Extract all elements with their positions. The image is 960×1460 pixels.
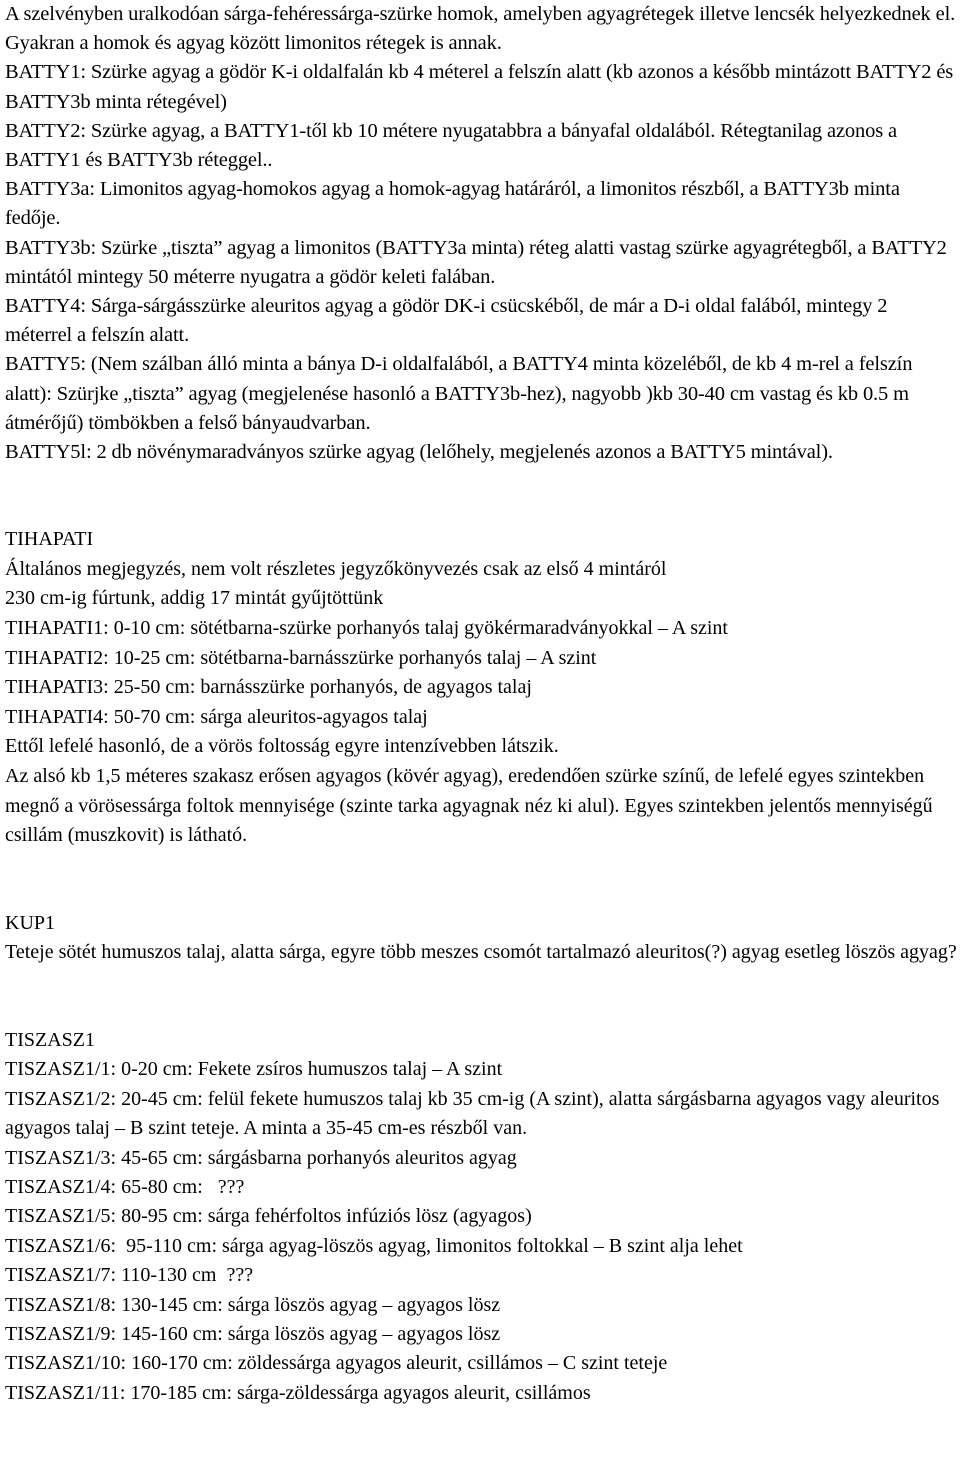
tihapati3-entry: TIHAPATI3: 25-50 cm: barnásszürke porhanyós, de agyagos talaj [5,676,532,699]
batty-section [5,0,957,467]
kup1-section [5,909,957,968]
tiszasz1-8-entry: TISZASZ1/8: 130-145 cm: sárga löszös agyag – agyagos lösz [5,1293,501,1316]
tiszasz1-4-entry: TISZASZ1/4: 65-80 cm: ??? [5,1176,245,1198]
batty4-entry: BATTY4: Sárga-sárgásszürke aleuritos agyag a gödör DK-i csücskéből, de már a D-i oldal falából, mintegy 2 méterrel a felszín alatt. [5,295,888,347]
tihapati-below-note: Ettől lefelé hasonló, de a vörös foltosság egyre intenzívebben látszik. [5,735,559,758]
tihapati-depth: 230 cm-ig fúrtunk, addig 17 mintát gyűjtöttünk [5,587,384,610]
batty3b-entry: BATTY3b: Szürke „tiszta” agyag a limonitos (BATTY3a minta) réteg alatti vastag szürke agyagrétegből, a BATTY2 mintától mintegy 50 méterre nyugatra a gödör keleti falában. [5,236,947,288]
tiszasz1-10-entry: TISZASZ1/10: 160-170 cm: zöldessárga agyagos aleurit, csillámos – C szint teteje [5,1352,668,1375]
tihapati4-entry: TIHAPATI4: 50-70 cm: sárga aleuritos-agyagos talaj [5,705,428,728]
batty1-entry: BATTY1: Szürke agyag a gödör K-i oldalfalán kb 4 méterel a felszín alatt (kb azonos a később mintázott BATTY2 és BATTY3b minta rétegével) [5,61,954,113]
kup1-title: KUP1 [5,911,56,934]
tiszasz1-title: TISZASZ1 [5,1028,95,1051]
document-page [5,0,957,1408]
tiszasz1-2-entry: TISZASZ1/2: 20-45 cm: felül fekete humuszos talaj kb 35 cm-ig (A szint), alatta sárgásbarna agyagos vagy aleuritos agyagos talaj – B szint teteje. A minta a 35-45 cm-es részből van. [5,1087,940,1140]
batty2-entry: BATTY2: Szürke agyag, a BATTY1-től kb 10 métere nyugatabbra a bányafal oldalából. Rétegtanilag azonos a BATTY1 és BATTY3b réteggel.. [5,119,897,172]
batty3a-entry: BATTY3a: Limonitos agyag-homokos agyag a homok-agyag határáról, a limonitos részből, a BATTY3b minta fedője. [5,178,900,230]
tiszasz1-3-entry: TISZASZ1/3: 45-65 cm: sárgásbarna porhanyós aleuritos agyag [5,1146,517,1169]
tiszasz1-6-entry: TISZASZ1/6: 95-110 cm: sárga agyag-löszös agyag, limonitos foltokkal – B szint alja lehet [5,1234,743,1257]
tiszasz1-7-entry: TISZASZ1/7: 110-130 cm ??? [5,1264,254,1287]
kup1-description: Teteje sötét humuszos talaj, alatta sárga, egyre több meszes csomót tartalmazó aleuritos(?) agyag esetleg löszös agyag? [5,941,957,964]
tiszasz1-section [5,1026,957,1408]
batty5-entry: BATTY5: (Nem szálban álló minta a bánya D-i oldalfalából, a BATTY4 minta közeléből, de kb 4 m-rel a felszín alatt): Szürjke „tiszta” agyag (megjelenése hasonló a BATTY3b-hez), nagyobb )kb 30-40 cm vastag és kb 0.5 m átmérőjű) tömbökben a felső bányaudvarban. [5,353,913,434]
tiszasz1-1-entry: TISZASZ1/1: 0-20 cm: Fekete zsíros humuszos talaj – A szint [5,1058,503,1081]
tihapati-note: Általános megjegyzés, nem volt részletes jegyzőkönyvezés csak az első 4 mintáról [5,557,667,580]
batty-intro: A szelvényben uralkodóan sárga-fehéressárga-szürke homok, amelyben agyagrétegek illetve lencsék helyezkednek el. Gyakran a homok és agyag között limonitos rétegek is annak. [5,3,956,55]
tihapati-lower-note: Az alsó kb 1,5 méteres szakasz erősen agyagos (kövér agyag), eredendően szürke színű, de lefelé egyes szintekben megnő a vörösessárga foltok mennyisége (szinte tarka agyagnak néz ki alul). Egyes szintekben jelentős mennyiségű csillám (muszkovit) is látható. [5,765,933,847]
tihapati-section [5,525,957,851]
tihapati2-entry: TIHAPATI2: 10-25 cm: sötétbarna-barnásszürke porhanyós talaj – A szint [5,646,597,669]
batty5l-entry: BATTY5l: 2 db növénymaradványos szürke agyag (lelőhely, megjelenés azonos a BATTY5 mintával). [5,441,833,464]
tihapati1-entry: TIHAPATI1: 0-10 cm: sötétbarna-szürke porhanyós talaj gyökérmaradványokkal – A szint [5,617,728,640]
tihapati-title: TIHAPATI [5,528,94,551]
tiszasz1-11-entry: TISZASZ1/11: 170-185 cm: sárga-zöldessárga agyagos aleurit, csillámos [5,1381,591,1404]
tiszasz1-5-entry: TISZASZ1/5: 80-95 cm: sárga fehérfoltos infúziós lösz (agyagos) [5,1205,532,1228]
tiszasz1-9-entry: TISZASZ1/9: 145-160 cm: sárga löszös agyag – agyagos lösz [5,1323,501,1346]
